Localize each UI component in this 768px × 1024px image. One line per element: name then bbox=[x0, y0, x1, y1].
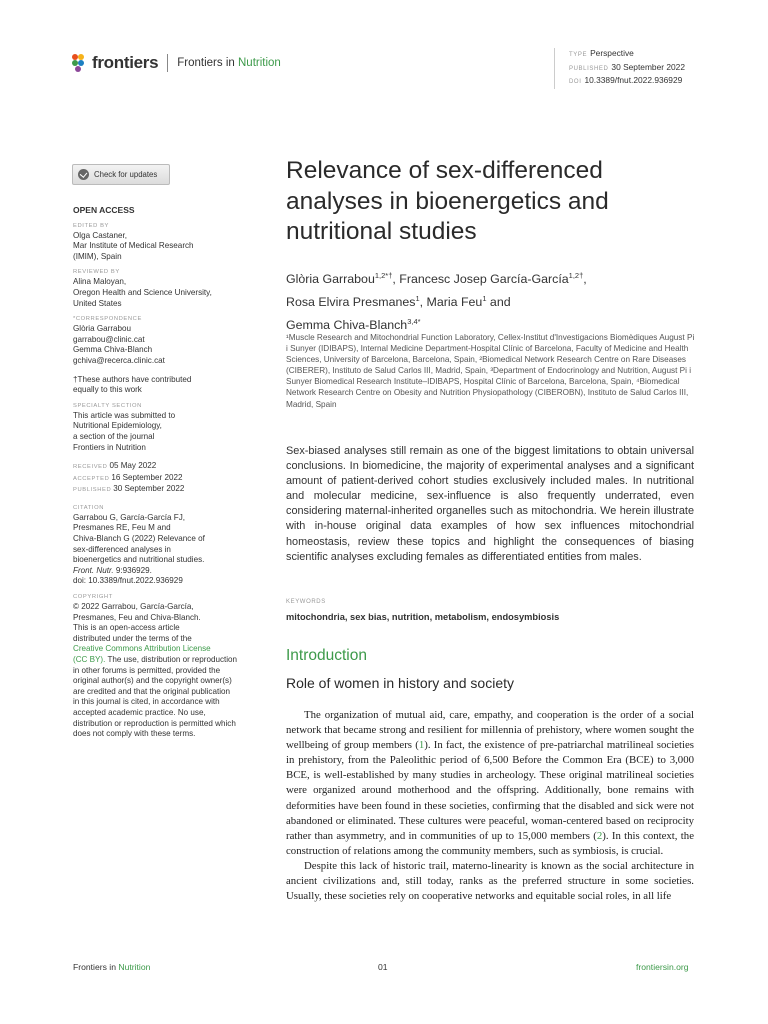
equal-contribution-note: †These authors have contributed equally to this work bbox=[73, 374, 192, 395]
specialty-section: This article was submitted to Nutritional Epidemiology, a section of the journal Frontiers in Nutrition bbox=[73, 410, 176, 452]
keywords-label: KEYWORDS bbox=[286, 599, 326, 605]
journal-logo[interactable] bbox=[72, 53, 281, 73]
correspondence-label: *CORRESPONDENCE bbox=[73, 316, 142, 323]
article-info-sidebar bbox=[73, 205, 238, 740]
paragraph: Despite this lack of historic trail, materno-linearity is known as the social architecture in ancient civilizations and, still today, ranks as the preferred structure in some societies. Usually, these societies rely on cooperative networks and equitable social roles, in all life bbox=[286, 859, 694, 903]
page-number: 01 bbox=[378, 962, 388, 972]
footer-journal: Frontiers in Nutrition bbox=[73, 962, 151, 972]
meta-published: PUBLISHED 30 September 2022 bbox=[569, 61, 685, 72]
accepted-date: ACCEPTED 16 September 2022 bbox=[73, 472, 183, 482]
logo-wordmark: frontiers bbox=[92, 53, 159, 72]
check-updates-icon bbox=[78, 169, 89, 180]
subsection-heading: Role of women in history and society bbox=[286, 675, 514, 691]
check-updates-label: Check for updates bbox=[94, 170, 158, 179]
section-heading: Introduction bbox=[286, 647, 367, 664]
abstract: Sex-biased analyses still remain as one of the biggest limitations to obtain universal conclusions. In biomedicine, the majority of experimental analyses and a significant amount of patient-derived cohort studies exclusively included males. In nutritional and molecular medicine, sex-influence is also frequently underrated, even considering maternal-inherited organelles such as mitochondria. We herein illustrate with in-house original data examples of how sex influences mitochondrial homeostasis, review these topics and highlight the consequences of biasing scientific analyses excluding females as differentiated entities from males. bbox=[286, 445, 694, 563]
email-link[interactable]: gchiva@recerca.clinic.cat bbox=[73, 355, 165, 365]
frontiers-logo-icon bbox=[72, 54, 88, 72]
specialty-label: SPECIALTY SECTION bbox=[73, 402, 142, 409]
license-link[interactable]: Creative Commons Attribution License (CC BY). The use, distribution or reproduction in other forums is permitted, provided the original author(s) and the copyright owner(s) are credited and that the original publication in this journal is cited, in accordance with accepted academic practice. No use, distribution or reproduction is permitted which does not comply with these terms. bbox=[73, 644, 238, 739]
citation-doi-link[interactable]: doi: 10.3389/fnut.2022.936929 bbox=[73, 576, 183, 586]
meta-doi: DOI 10.3389/fnut.2022.936929 bbox=[569, 75, 683, 85]
article-meta bbox=[554, 48, 685, 89]
received-date: RECEIVED 05 May 2022 bbox=[73, 461, 157, 471]
published-date: PUBLISHED 30 September 2022 bbox=[73, 484, 185, 494]
doi-link[interactable]: 10.3389/fnut.2022.936929 bbox=[584, 75, 683, 85]
author[interactable]: Gemma Chiva-Blanch$^{3,4*}$ bbox=[286, 317, 421, 333]
article-dates bbox=[73, 461, 238, 496]
logo-divider bbox=[167, 54, 168, 72]
author[interactable]: Francesc Josep García-García$^{1,2\dagger}$ bbox=[399, 271, 584, 287]
edited-by: Olga Castaner, Mar Institute of Medical Research (IMIM), Spain bbox=[73, 230, 194, 261]
reference-link[interactable]: 1 bbox=[418, 739, 425, 752]
citation: Garrabou G, García-García FJ, Presmanes RE, Feu M and Chiva-Blanch G (2022) Relevance of sex-differenced analyses in bioenergetics and nutritional studies. Front. Nutr. 9:936929. doi: 10.3389/fnut.2022.936929 bbox=[73, 513, 238, 587]
open-access-label: OPEN ACCESS bbox=[73, 205, 135, 215]
citation-label: CITATION bbox=[73, 504, 104, 511]
copyright-text: © 2022 Garrabou, García-García, Presmanes, Feu and Chiva-Blanch. This is an open-access article distributed under the terms of the Creative Commons Attribution License (CC BY). The use, distribution or reproduction in other forums is permitted, provided the original author(s) and the copyright owner(s) are credited and that the original publication in this journal is cited, in accordance with accepted academic practice. No use, distribution or reproduction is permitted which does not comply with these terms. bbox=[73, 602, 238, 739]
reviewed-by: Alina Maloyan, Oregon Health and Science University, United States bbox=[73, 277, 212, 308]
edited-by-label: EDITED BY bbox=[73, 222, 110, 229]
affiliations: ¹Muscle Research and Mitochondrial Function Laboratory, Cellex-Institut d'Investigacions Biomèdiques August Pi i Sunyer (IDIBAPS), Internal Medicine Department-Hospital Clínic of Barcelona, Faculty of Medicine and Health Sciences, University of Barcelona, Barcelona, Spain, ²Biomedical Network Research Centre on Rare Diseases (CIBERER), Instituto de Salud Carlos III, Madrid, Spain, ³Department of Endocrinology and Nutrition, August Pi i Sunyer Biomedical Research Institute–IDIBAPS, Hospital Clínic of Barcelona, Barcelona, Spain, ⁴Biomedical Network Research Centre on Obesity and Nutrition Physiopathology (CIBEROBN), Instituto de Salud Carlos III, Madrid, Spain bbox=[286, 333, 695, 409]
email-link[interactable]: garrabou@clinic.cat bbox=[73, 334, 145, 344]
correspondence: Glòria Garrabou garrabou@clinic.cat Gemma Chiva-Blanch gchiva@recerca.clinic.cat bbox=[73, 324, 238, 366]
author[interactable]: Glòria Garrabou$^{1,2*\dagger}$ bbox=[286, 271, 393, 287]
keywords: mitochondria, sex bias, nutrition, metabolism, endosymbiosis bbox=[286, 612, 560, 622]
paragraph: The organization of mutual aid, care, empathy, and cooperation is the order of a social network that became strong and resilient for millennia of prehistory, where women sought the wellbeing of group members (1). In fact, the existence of pre-patriarchal matrilineal societies in prehistory, from the Paleolithic period of 6,500 Before the Common Era (BCE) to 3,000 BCE, is well-established by many studies in archeology. These original matrilineal societies were organized around motherhood and the offspring. Additionally, bone remains with deformities have been found in these societies, confirming that the disabled and sick were not abandoned or eliminated. These cultures were peaceful, woman-centered based on reciprocity rather than asymmetry, and in communities of up to 15,000 members (2). In this context, the construction of relations among the community members, such as symbiosis, is crucial. bbox=[286, 709, 694, 857]
body-text bbox=[286, 708, 694, 904]
check-for-updates-button[interactable] bbox=[72, 164, 170, 185]
journal-name: Frontiers in Nutrition bbox=[177, 57, 281, 69]
footer-site-link[interactable]: frontiersin.org bbox=[636, 962, 689, 972]
author[interactable]: Maria Feu$^1$ bbox=[426, 294, 487, 310]
copyright-label: COPYRIGHT bbox=[73, 594, 113, 601]
author-list: Glòria Garrabou$^{1,2*\dagger}$, Francesc Josep García-García$^{1,2\dagger}$, Rosa Elvira Presmanes$^1$, Maria Feu$^1$ and Gemma Chiva-Blanch$^{3,4*}$ bbox=[286, 271, 587, 333]
article-title: Relevance of sex-differenced analyses in bioenergetics and nutritional studies bbox=[286, 157, 609, 245]
author[interactable]: Rosa Elvira Presmanes$^1$ bbox=[286, 294, 420, 310]
reviewed-by-label: REVIEWED BY bbox=[73, 269, 120, 276]
meta-type: TYPE Perspective bbox=[569, 48, 634, 58]
reference-link[interactable]: 2 bbox=[596, 829, 603, 842]
